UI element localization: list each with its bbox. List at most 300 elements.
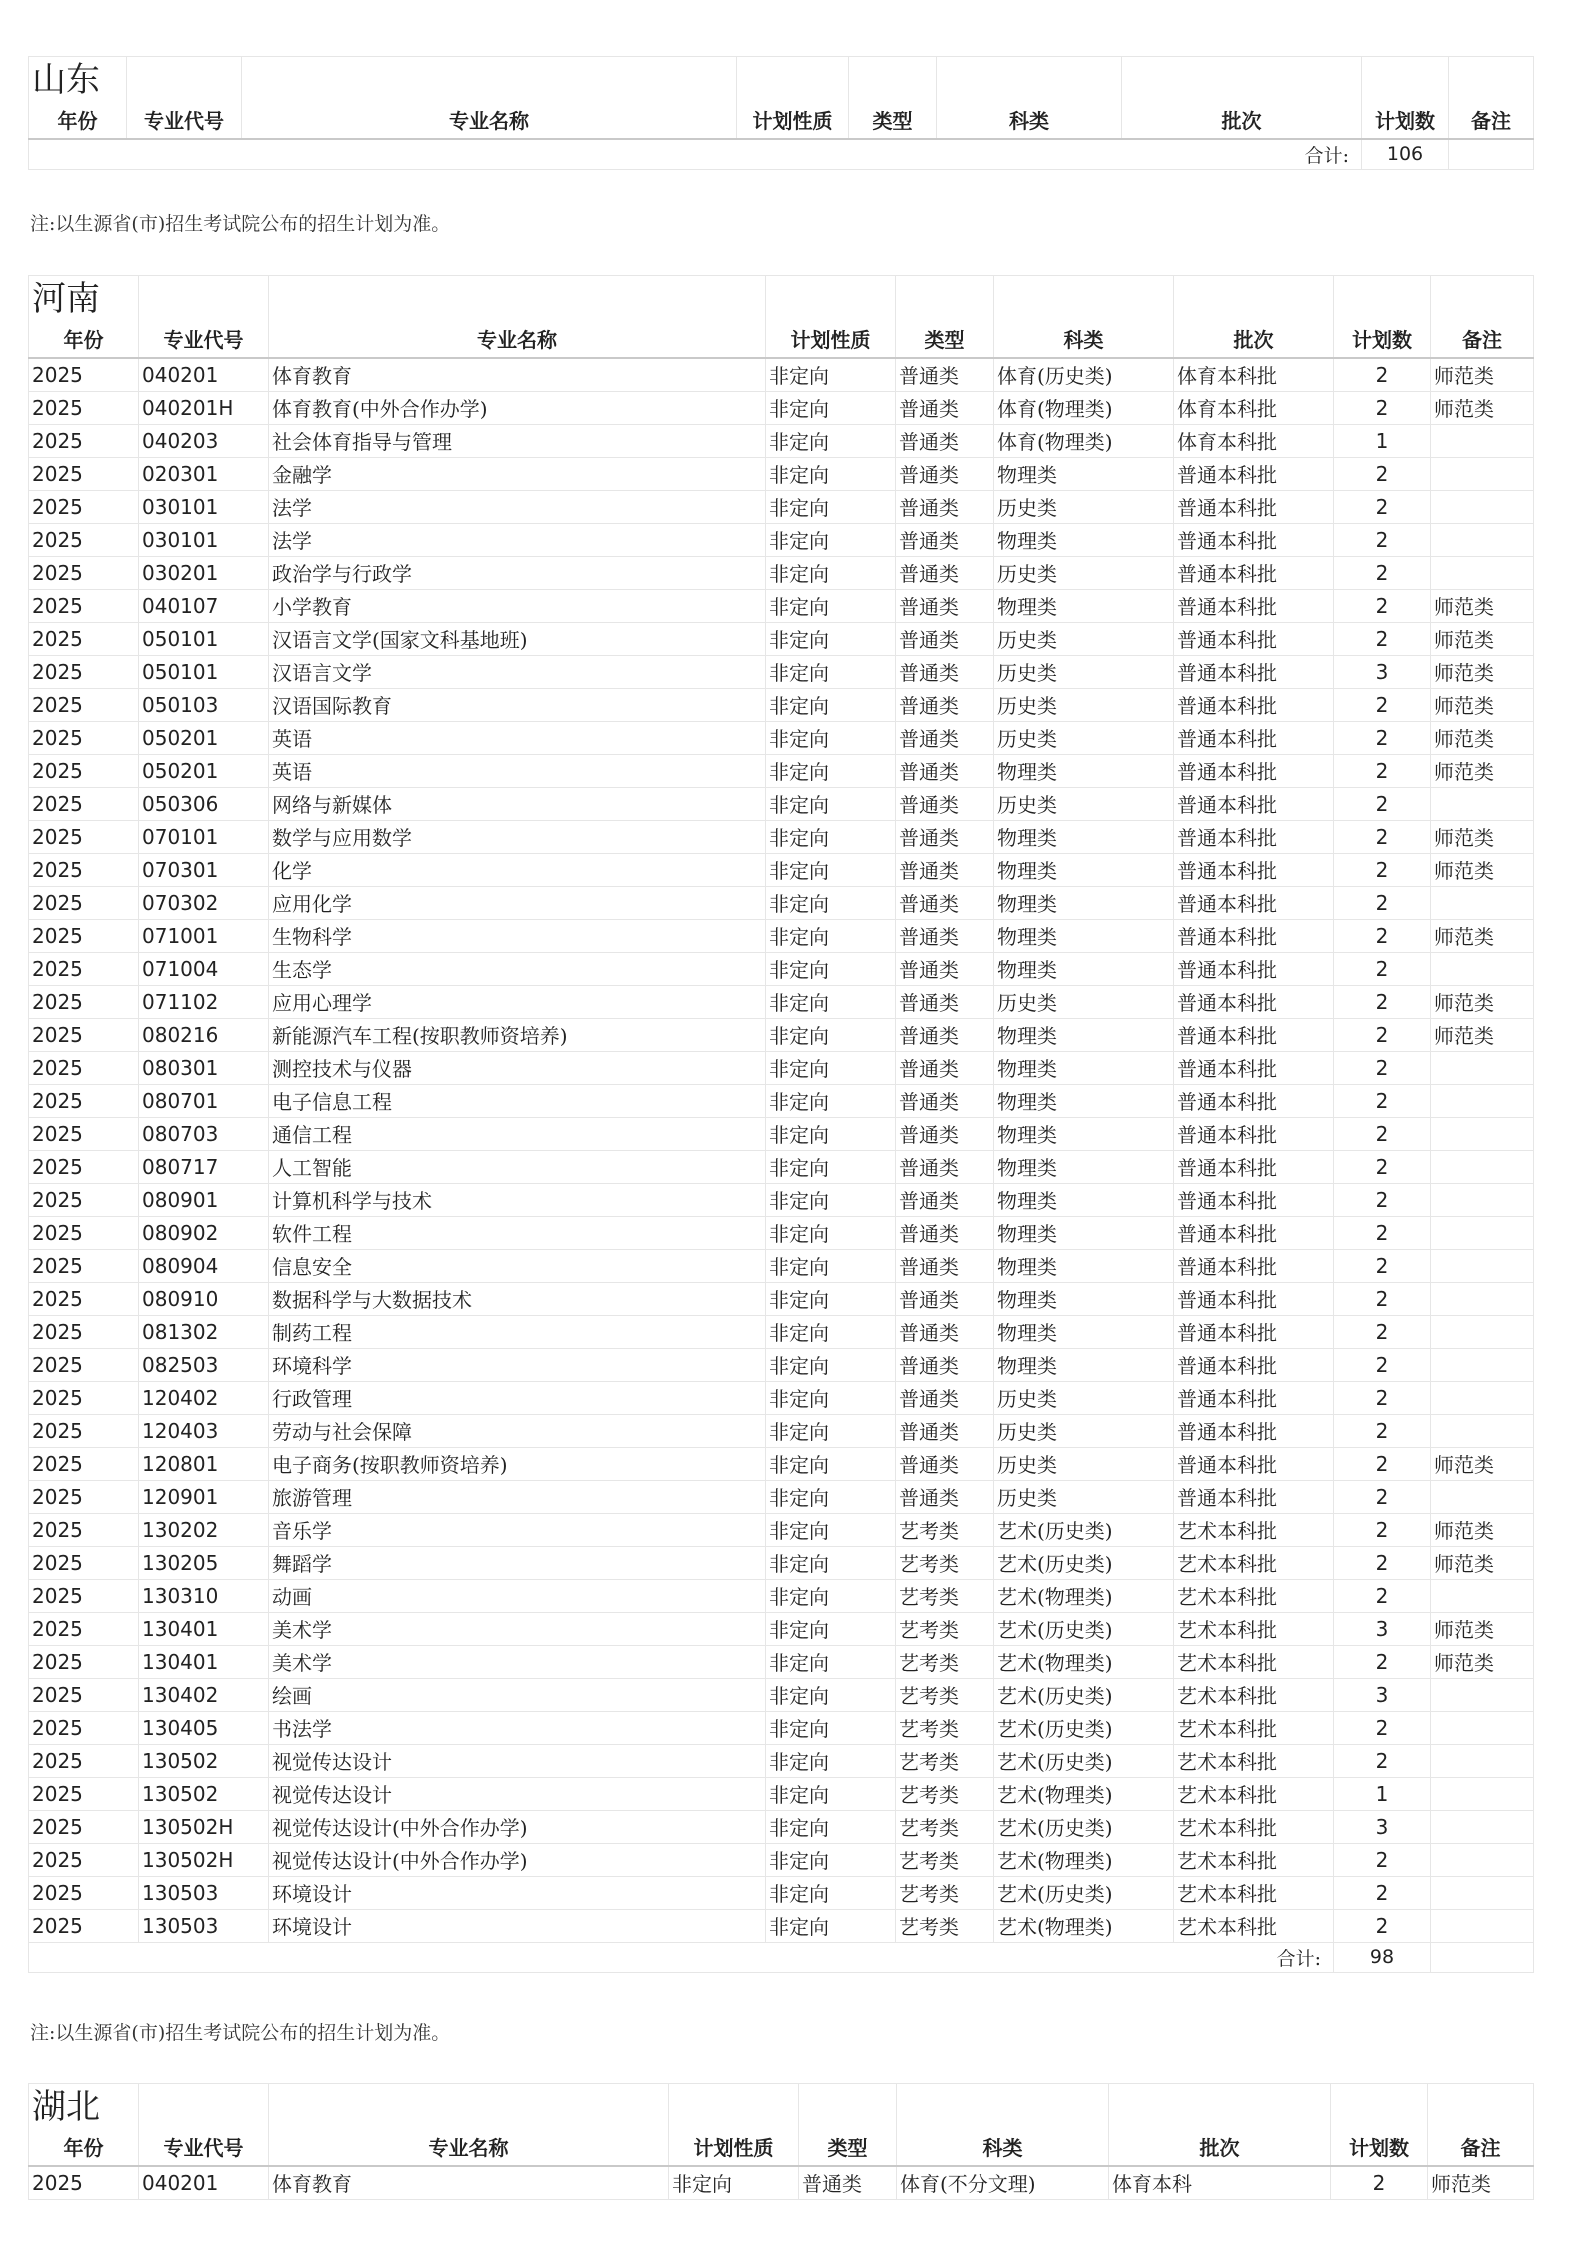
cell-batch: 普通本科批 <box>1174 1150 1334 1183</box>
cell-name: 环境科学 <box>269 1348 766 1381</box>
province-title: 河南 <box>29 276 139 324</box>
table-row <box>29 1612 1534 1645</box>
col-header-code: 专业代号 <box>139 324 269 358</box>
cell-nature: 非定向 <box>766 1909 896 1942</box>
table-row <box>29 1183 1534 1216</box>
cell-remark <box>1431 1480 1534 1513</box>
cell-remark <box>1431 1876 1534 1909</box>
cell-batch: 体育本科批 <box>1174 358 1334 392</box>
cell-subject: 物理类 <box>994 886 1174 919</box>
cell-type: 艺考类 <box>896 1744 994 1777</box>
cell-remark: 师范类 <box>1431 919 1534 952</box>
cell-remark <box>1431 1117 1534 1150</box>
cell-count: 2 <box>1334 1909 1431 1942</box>
table-row <box>29 1579 1534 1612</box>
cell-remark: 师范类 <box>1431 1645 1534 1678</box>
table-row <box>29 1249 1534 1282</box>
cell-subject: 物理类 <box>994 952 1174 985</box>
table-row <box>29 391 1534 424</box>
cell-nature: 非定向 <box>766 820 896 853</box>
col-header-subject: 科类 <box>994 324 1174 358</box>
cell-count: 3 <box>1334 1810 1431 1843</box>
col-header-remark: 备注 <box>1431 324 1534 358</box>
cell-code: 120402 <box>139 1381 269 1414</box>
cell-subject: 艺术(物理类) <box>994 1579 1174 1612</box>
shandong-section <box>28 56 1533 170</box>
col-header-year: 年份 <box>29 324 139 358</box>
cell-type: 普通类 <box>896 1150 994 1183</box>
cell-code: 050103 <box>139 688 269 721</box>
cell-type: 普通类 <box>896 1018 994 1051</box>
table-row <box>29 1711 1534 1744</box>
cell-year: 2025 <box>29 1612 139 1645</box>
cell-nature: 非定向 <box>766 1777 896 1810</box>
cell-nature: 非定向 <box>766 1876 896 1909</box>
cell-year: 2025 <box>29 1909 139 1942</box>
cell-code: 080701 <box>139 1084 269 1117</box>
cell-code: 070302 <box>139 886 269 919</box>
cell-subject: 历史类 <box>994 985 1174 1018</box>
cell-batch: 普通本科批 <box>1174 655 1334 688</box>
table-row <box>29 919 1534 952</box>
cell-batch: 普通本科批 <box>1174 886 1334 919</box>
cell-count: 2 <box>1334 1183 1431 1216</box>
cell-batch: 普通本科批 <box>1174 1216 1334 1249</box>
cell-year: 2025 <box>29 787 139 820</box>
cell-batch: 普通本科批 <box>1174 1183 1334 1216</box>
cell-remark: 师范类 <box>1431 754 1534 787</box>
cell-year: 2025 <box>29 655 139 688</box>
cell-year: 2025 <box>29 1249 139 1282</box>
cell-count: 2 <box>1334 1414 1431 1447</box>
cell-name: 电子商务(按职教师资培养) <box>269 1447 766 1480</box>
table-row <box>29 523 1534 556</box>
cell-subject: 艺术(物理类) <box>994 1909 1174 1942</box>
hubei-section <box>28 2083 1533 2200</box>
cell-name: 旅游管理 <box>269 1480 766 1513</box>
cell-batch: 普通本科批 <box>1174 754 1334 787</box>
sum-total: 98 <box>1334 1942 1431 1972</box>
cell-count: 2 <box>1334 952 1431 985</box>
table-row <box>29 1447 1534 1480</box>
cell-year: 2025 <box>29 523 139 556</box>
cell-count: 2 <box>1334 985 1431 1018</box>
cell-type: 普通类 <box>896 490 994 523</box>
table-row <box>29 1480 1534 1513</box>
cell-type: 普通类 <box>896 820 994 853</box>
cell-year: 2025 <box>29 1348 139 1381</box>
cell-remark <box>1431 1777 1534 1810</box>
cell-year: 2025 <box>29 1843 139 1876</box>
cell-code: 120801 <box>139 1447 269 1480</box>
cell-subject: 体育(物理类) <box>994 424 1174 457</box>
cell-year: 2025 <box>29 1051 139 1084</box>
cell-batch: 普通本科批 <box>1174 523 1334 556</box>
cell-year: 2025 <box>29 1876 139 1909</box>
cell-name: 舞蹈学 <box>269 1546 766 1579</box>
cell-subject: 物理类 <box>994 1183 1174 1216</box>
cell-type: 艺考类 <box>896 1777 994 1810</box>
cell-count: 2 <box>1334 1150 1431 1183</box>
cell-type: 普通类 <box>896 1216 994 1249</box>
table-row <box>29 1513 1534 1546</box>
cell-type: 普通类 <box>896 655 994 688</box>
cell-type: 普通类 <box>896 1447 994 1480</box>
cell-nature: 非定向 <box>766 358 896 392</box>
col-header-count: 计划数 <box>1362 105 1449 139</box>
cell-batch: 普通本科批 <box>1174 985 1334 1018</box>
cell-code: 080301 <box>139 1051 269 1084</box>
cell-year: 2025 <box>29 1513 139 1546</box>
cell-name: 汉语国际教育 <box>269 688 766 721</box>
col-header-batch: 批次 <box>1109 2132 1331 2166</box>
cell-batch: 普通本科批 <box>1174 622 1334 655</box>
cell-type: 普通类 <box>896 1084 994 1117</box>
cell-type: 普通类 <box>896 1249 994 1282</box>
province-title: 湖北 <box>29 2084 139 2132</box>
cell-remark <box>1431 457 1534 490</box>
cell-nature: 非定向 <box>766 1678 896 1711</box>
cell-count: 2 <box>1334 886 1431 919</box>
cell-nature: 非定向 <box>766 1150 896 1183</box>
cell-nature: 非定向 <box>766 1645 896 1678</box>
cell-code: 070301 <box>139 853 269 886</box>
cell-subject: 历史类 <box>994 721 1174 754</box>
cell-subject: 历史类 <box>994 1414 1174 1447</box>
cell-type: 艺考类 <box>896 1678 994 1711</box>
cell-code: 080216 <box>139 1018 269 1051</box>
cell-remark <box>1431 1381 1534 1414</box>
cell-count: 2 <box>1334 1348 1431 1381</box>
cell-name: 计算机科学与技术 <box>269 1183 766 1216</box>
cell-name: 美术学 <box>269 1645 766 1678</box>
cell-batch: 艺术本科批 <box>1174 1546 1334 1579</box>
col-header-count: 计划数 <box>1334 324 1431 358</box>
col-header-batch: 批次 <box>1174 324 1334 358</box>
cell-code: 080717 <box>139 1150 269 1183</box>
cell-code: 030201 <box>139 556 269 589</box>
cell-batch: 艺术本科批 <box>1174 1711 1334 1744</box>
table-row <box>29 1909 1534 1942</box>
cell-type: 普通类 <box>896 358 994 392</box>
cell-type: 普通类 <box>896 1051 994 1084</box>
cell-batch: 普通本科批 <box>1174 1018 1334 1051</box>
cell-nature: 非定向 <box>766 754 896 787</box>
table-row <box>29 1414 1534 1447</box>
cell-batch: 体育本科批 <box>1174 391 1334 424</box>
cell-batch: 普通本科批 <box>1174 1282 1334 1315</box>
cell-count: 2 <box>1334 1645 1431 1678</box>
cell-batch: 艺术本科批 <box>1174 1612 1334 1645</box>
table-row <box>29 754 1534 787</box>
cell-code: 050101 <box>139 622 269 655</box>
cell-remark <box>1431 1051 1534 1084</box>
cell-subject: 物理类 <box>994 1348 1174 1381</box>
cell-name: 行政管理 <box>269 1381 766 1414</box>
cell-name: 音乐学 <box>269 1513 766 1546</box>
cell-subject: 艺术(历史类) <box>994 1678 1174 1711</box>
cell-name: 劳动与社会保障 <box>269 1414 766 1447</box>
cell-count: 2 <box>1334 1216 1431 1249</box>
cell-nature: 非定向 <box>766 1711 896 1744</box>
cell-year: 2025 <box>29 1150 139 1183</box>
col-header-batch: 批次 <box>1122 105 1362 139</box>
cell-type: 普通类 <box>896 589 994 622</box>
cell-nature: 非定向 <box>766 688 896 721</box>
cell-nature: 非定向 <box>766 1315 896 1348</box>
footnote: 注:以生源省(市)招生考试院公布的招生计划为准。 <box>30 2022 451 2044</box>
cell-type: 艺考类 <box>896 1579 994 1612</box>
cell-subject: 艺术(历史类) <box>994 1513 1174 1546</box>
cell-code: 040107 <box>139 589 269 622</box>
col-header-nature: 计划性质 <box>737 105 849 139</box>
cell-name: 环境设计 <box>269 1876 766 1909</box>
table-row <box>29 952 1534 985</box>
cell-remark <box>1431 556 1534 589</box>
cell-batch: 艺术本科批 <box>1174 1810 1334 1843</box>
cell-batch: 普通本科批 <box>1174 1315 1334 1348</box>
cell-subject: 历史类 <box>994 688 1174 721</box>
cell-count: 2 <box>1334 358 1431 392</box>
cell-year: 2025 <box>29 589 139 622</box>
cell-name: 测控技术与仪器 <box>269 1051 766 1084</box>
cell-year: 2025 <box>29 1711 139 1744</box>
cell-batch: 普通本科批 <box>1174 820 1334 853</box>
cell-nature: 非定向 <box>766 1282 896 1315</box>
cell-batch: 普通本科批 <box>1174 457 1334 490</box>
cell-subject: 物理类 <box>994 457 1174 490</box>
cell-remark <box>1431 1216 1534 1249</box>
cell-code: 130503 <box>139 1876 269 1909</box>
cell-name: 政治学与行政学 <box>269 556 766 589</box>
cell-code: 130202 <box>139 1513 269 1546</box>
cell-subject: 体育(不分文理) <box>897 2166 1109 2200</box>
table-row <box>29 787 1534 820</box>
cell-subject: 艺术(物理类) <box>994 1645 1174 1678</box>
cell-subject: 物理类 <box>994 1216 1174 1249</box>
cell-year: 2025 <box>29 1480 139 1513</box>
cell-nature: 非定向 <box>669 2166 799 2200</box>
cell-subject: 历史类 <box>994 556 1174 589</box>
cell-type: 普通类 <box>896 424 994 457</box>
cell-year: 2025 <box>29 424 139 457</box>
cell-batch: 普通本科批 <box>1174 952 1334 985</box>
cell-subject: 物理类 <box>994 1051 1174 1084</box>
cell-batch: 艺术本科批 <box>1174 1909 1334 1942</box>
cell-year: 2025 <box>29 688 139 721</box>
table-row <box>29 1843 1534 1876</box>
cell-nature: 非定向 <box>766 391 896 424</box>
cell-count: 2 <box>1334 1876 1431 1909</box>
cell-year: 2025 <box>29 985 139 1018</box>
cell-name: 美术学 <box>269 1612 766 1645</box>
cell-remark <box>1431 424 1534 457</box>
cell-count: 2 <box>1334 1282 1431 1315</box>
cell-remark: 师范类 <box>1428 2166 1534 2200</box>
cell-code: 050201 <box>139 721 269 754</box>
cell-type: 艺考类 <box>896 1645 994 1678</box>
cell-count: 2 <box>1334 556 1431 589</box>
cell-subject: 历史类 <box>994 787 1174 820</box>
cell-code: 020301 <box>139 457 269 490</box>
cell-nature: 非定向 <box>766 556 896 589</box>
cell-code: 050306 <box>139 787 269 820</box>
col-header-remark: 备注 <box>1449 105 1534 139</box>
table-row <box>29 1051 1534 1084</box>
cell-type: 普通类 <box>896 1183 994 1216</box>
cell-nature: 非定向 <box>766 1843 896 1876</box>
cell-year: 2025 <box>29 1414 139 1447</box>
cell-code: 040203 <box>139 424 269 457</box>
cell-year: 2025 <box>29 1282 139 1315</box>
cell-nature: 非定向 <box>766 1249 896 1282</box>
cell-type: 普通类 <box>896 1117 994 1150</box>
cell-remark <box>1431 886 1534 919</box>
cell-name: 应用心理学 <box>269 985 766 1018</box>
cell-code: 130502H <box>139 1843 269 1876</box>
cell-count: 1 <box>1334 1777 1431 1810</box>
cell-type: 普通类 <box>896 787 994 820</box>
cell-code: 130502 <box>139 1744 269 1777</box>
cell-remark: 师范类 <box>1431 391 1534 424</box>
table-row <box>29 1084 1534 1117</box>
cell-nature: 非定向 <box>766 1546 896 1579</box>
cell-subject: 物理类 <box>994 754 1174 787</box>
table-row <box>29 853 1534 886</box>
cell-subject: 物理类 <box>994 1150 1174 1183</box>
cell-year: 2025 <box>29 820 139 853</box>
cell-count: 2 <box>1334 589 1431 622</box>
cell-name: 法学 <box>269 523 766 556</box>
cell-year: 2025 <box>29 1084 139 1117</box>
sum-label: 合计: <box>29 139 1362 170</box>
cell-year: 2025 <box>29 1315 139 1348</box>
cell-type: 艺考类 <box>896 1909 994 1942</box>
cell-code: 130401 <box>139 1645 269 1678</box>
cell-code: 081302 <box>139 1315 269 1348</box>
cell-remark: 师范类 <box>1431 1018 1534 1051</box>
cell-type: 普通类 <box>896 688 994 721</box>
cell-subject: 物理类 <box>994 1018 1174 1051</box>
cell-remark <box>1431 490 1534 523</box>
cell-type: 普通类 <box>799 2166 897 2200</box>
cell-nature: 非定向 <box>766 1183 896 1216</box>
hubei-table <box>28 2083 1534 2200</box>
cell-name: 信息安全 <box>269 1249 766 1282</box>
cell-batch: 艺术本科批 <box>1174 1513 1334 1546</box>
cell-remark: 师范类 <box>1431 622 1534 655</box>
cell-batch: 艺术本科批 <box>1174 1843 1334 1876</box>
cell-batch: 普通本科批 <box>1174 490 1334 523</box>
cell-count: 2 <box>1334 1546 1431 1579</box>
cell-batch: 艺术本科批 <box>1174 1777 1334 1810</box>
cell-remark: 师范类 <box>1431 1612 1534 1645</box>
cell-batch: 体育本科批 <box>1174 424 1334 457</box>
cell-subject: 历史类 <box>994 655 1174 688</box>
col-header-code: 专业代号 <box>139 2132 269 2166</box>
cell-batch: 普通本科批 <box>1174 1414 1334 1447</box>
cell-code: 130402 <box>139 1678 269 1711</box>
cell-batch: 普通本科批 <box>1174 1117 1334 1150</box>
cell-type: 普通类 <box>896 952 994 985</box>
col-header-name: 专业名称 <box>269 2132 669 2166</box>
table-row <box>29 1018 1534 1051</box>
cell-count: 2 <box>1334 1711 1431 1744</box>
cell-year: 2025 <box>29 358 139 392</box>
cell-batch: 普通本科批 <box>1174 556 1334 589</box>
sum-total: 106 <box>1362 139 1449 170</box>
table-row <box>29 457 1534 490</box>
cell-code: 071004 <box>139 952 269 985</box>
col-header-count: 计划数 <box>1331 2132 1428 2166</box>
col-header-nature: 计划性质 <box>766 324 896 358</box>
cell-name: 绘画 <box>269 1678 766 1711</box>
cell-code: 080902 <box>139 1216 269 1249</box>
cell-count: 2 <box>1334 1447 1431 1480</box>
cell-remark: 师范类 <box>1431 358 1534 392</box>
cell-batch: 艺术本科批 <box>1174 1579 1334 1612</box>
cell-name: 软件工程 <box>269 1216 766 1249</box>
cell-year: 2025 <box>29 1381 139 1414</box>
cell-name: 金融学 <box>269 457 766 490</box>
cell-subject: 物理类 <box>994 1315 1174 1348</box>
col-header-name: 专业名称 <box>269 324 766 358</box>
cell-code: 040201 <box>139 358 269 392</box>
cell-remark <box>1431 1744 1534 1777</box>
cell-year: 2025 <box>29 1018 139 1051</box>
cell-code: 050101 <box>139 655 269 688</box>
cell-name: 英语 <box>269 754 766 787</box>
henan-section <box>28 275 1533 1973</box>
cell-remark <box>1431 1843 1534 1876</box>
cell-nature: 非定向 <box>766 589 896 622</box>
cell-nature: 非定向 <box>766 853 896 886</box>
cell-type: 普通类 <box>896 754 994 787</box>
cell-nature: 非定向 <box>766 490 896 523</box>
cell-name: 视觉传达设计 <box>269 1777 766 1810</box>
table-row <box>29 1777 1534 1810</box>
cell-name: 数据科学与大数据技术 <box>269 1282 766 1315</box>
cell-name: 汉语言文学(国家文科基地班) <box>269 622 766 655</box>
table-row <box>29 1381 1534 1414</box>
cell-type: 普通类 <box>896 523 994 556</box>
cell-subject: 物理类 <box>994 1084 1174 1117</box>
table-row <box>29 1645 1534 1678</box>
table-row <box>29 1810 1534 1843</box>
cell-name: 生物科学 <box>269 919 766 952</box>
cell-nature: 非定向 <box>766 1117 896 1150</box>
table-row <box>29 1678 1534 1711</box>
cell-type: 普通类 <box>896 721 994 754</box>
cell-batch: 体育本科 <box>1109 2166 1331 2200</box>
cell-remark <box>1431 1315 1534 1348</box>
cell-code: 071001 <box>139 919 269 952</box>
cell-year: 2025 <box>29 1546 139 1579</box>
cell-subject: 历史类 <box>994 622 1174 655</box>
cell-count: 3 <box>1334 1612 1431 1645</box>
cell-count: 2 <box>1334 1381 1431 1414</box>
cell-subject: 历史类 <box>994 1447 1174 1480</box>
cell-code: 130502H <box>139 1810 269 1843</box>
cell-year: 2025 <box>29 1678 139 1711</box>
cell-batch: 普通本科批 <box>1174 787 1334 820</box>
cell-year: 2025 <box>29 1216 139 1249</box>
cell-name: 应用化学 <box>269 886 766 919</box>
cell-code: 040201 <box>139 2166 269 2200</box>
cell-name: 书法学 <box>269 1711 766 1744</box>
table-row <box>29 985 1534 1018</box>
cell-type: 普通类 <box>896 886 994 919</box>
